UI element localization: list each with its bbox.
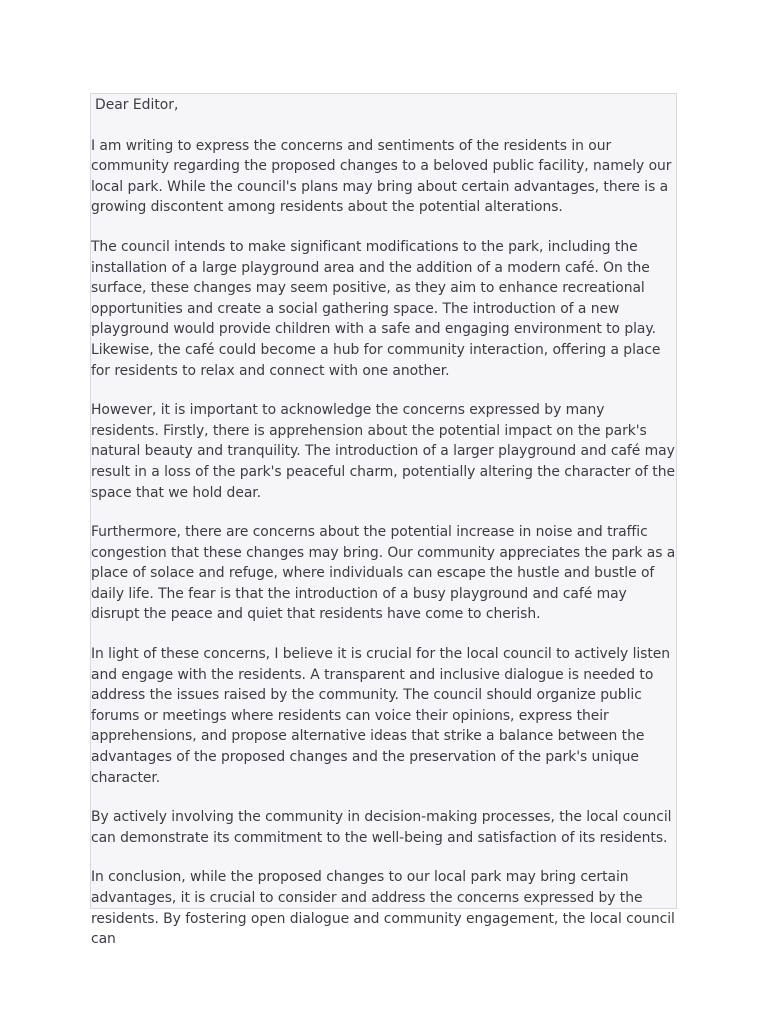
letter-paragraph: In conclusion, while the proposed changes to our local park may bring certain advantages, it is crucial to consider and address the concerns expressed by the residents. By fostering open dialogue and community engagement, the local council can [91,869,675,948]
letter-paragraph: However, it is important to acknowledge the concerns expressed by many residents. Firstly, there is apprehension about the potential impact on the park's natural beauty and tranquility. The introduction of a larger playground and café may result in a loss of the park's peaceful charm, potentially altering the character of the space that we hold dear. [91,402,675,501]
letter-paragraph: By actively involving the community in decision-making processes, the local council can demonstrate its commitment to the well-being and satisfaction of its residents. [91,809,672,846]
letter-paragraph: I am writing to express the concerns and sentiments of the residents in our community regarding the proposed changes to a beloved public facility, namely our local park. While the council's plans may bring about certain advantages, there is a growing discontent among residents about the potential alterations. [91,137,672,216]
letter-paragraph: The council intends to make significant modifications to the park, including the installation of a large playground area and the addition of a modern café. On the surface, these changes may seem positive, as they aim to enhance recreational opportunities and create a social gathering space. The introduction of a new playground would provide children with a safe and engaging environment to play. Likewise, the café could become a hub for community interaction, offering a place for residents to relax and connect with one another. [91,238,661,379]
letter-salutation: Dear Editor, [95,97,179,113]
letter-paragraph: Furthermore, there are concerns about the potential increase in noise and traffic congestion that these changes may bring. Our community appreciates the park as a place of solace and refuge, where individuals can escape the hustle and bustle of daily life. The fear is that the introduction of a busy playground and café may disrupt the peace and quiet that residents have come to cherish. [91,524,676,623]
letter-text-area[interactable] [90,93,677,948]
letter-paragraph: In light of these concerns, I believe it is crucial for the local council to actively listen and engage with the residents. A transparent and inclusive dialogue is needed to address the issues raised by the community. The council should organize public forums or meetings where residents can voice their opinions, express their apprehensions, and propose alternative ideas that strike a balance between the advantages of the proposed changes and the preservation of the park's unique character. [91,646,671,786]
